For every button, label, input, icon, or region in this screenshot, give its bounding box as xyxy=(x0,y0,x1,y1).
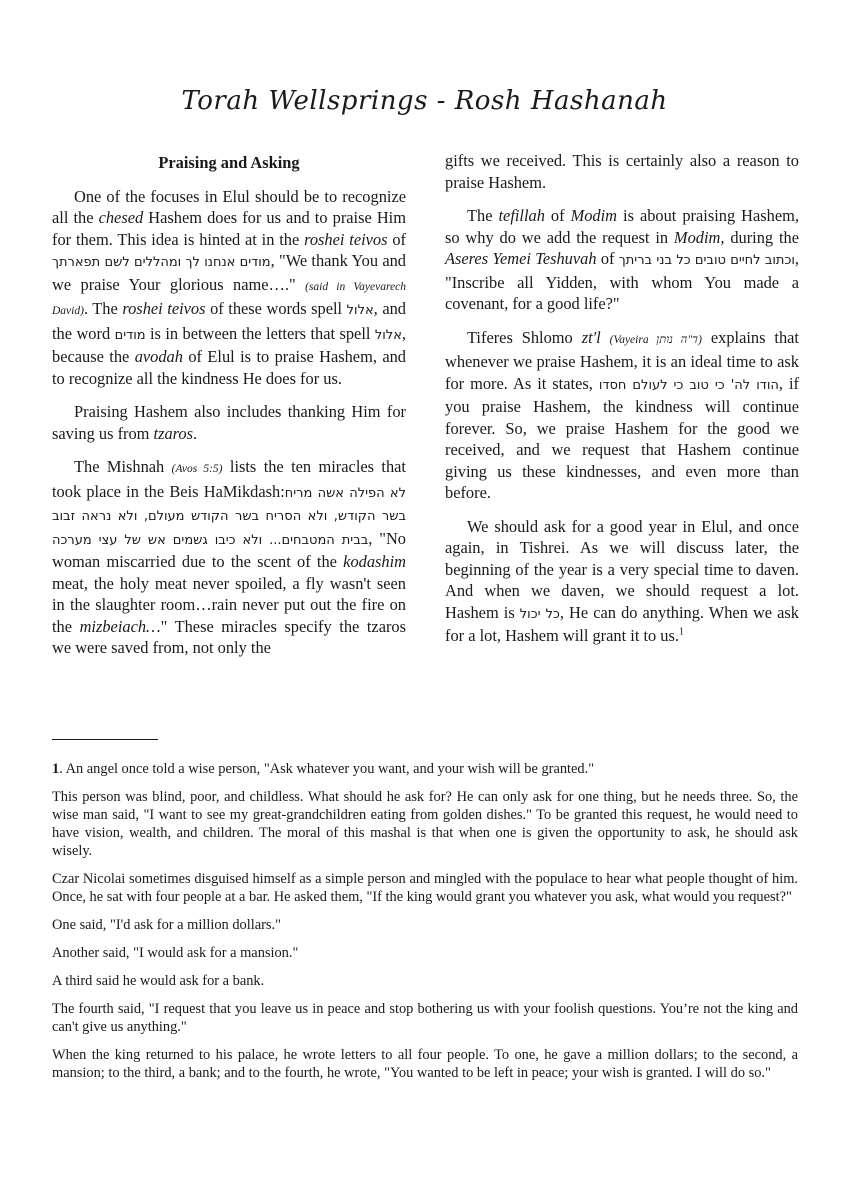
text: Praising Hashem also includes thanking Him for saving us from xyxy=(52,402,406,443)
text: The xyxy=(467,206,499,225)
text: , because the xyxy=(52,323,406,366)
section-heading: Praising and Asking xyxy=(158,153,300,172)
footnote-divider xyxy=(52,739,158,740)
paragraph xyxy=(52,186,406,390)
paragraph xyxy=(52,456,406,659)
text: tzaros xyxy=(153,423,194,443)
text: chesed xyxy=(98,208,144,227)
hebrew-text: מודים אנחנו לך ומהללים לשם תפארתך xyxy=(52,255,271,270)
text: Modim xyxy=(570,206,618,225)
footnote-marker[interactable]: 1 xyxy=(678,626,684,638)
paragraph xyxy=(445,205,799,315)
hebrew-text: לא הפילה אשה מריח בשר הקודש, ולא הסריח בשר הקודש מעולם, ולא נראה זבוב בבית המטבחים... ולא כיבו גשמים אש של עצי מערכה xyxy=(52,485,406,548)
text: Modim xyxy=(673,227,721,247)
source-citation: (Avos 5:5) xyxy=(171,463,223,475)
text: of xyxy=(387,229,406,249)
text: roshei teivos xyxy=(122,299,206,318)
text: lists the ten miracles that took place in the Beis HaMikdash: xyxy=(52,457,406,501)
text: The Mishnah xyxy=(74,457,172,476)
footnote-paragraph: Czar Nicolai sometimes disguised himself as a simple person and mingled with the populace to hear what people thought of him. Once, he sat with four people at a bar. He asked them, "If the king would grant you whatever you ask, what would you request?" xyxy=(52,871,798,905)
text: explains that whenever we praise Hashem, it is an ideal time to ask for more. As it states, xyxy=(445,327,799,393)
text: is about praising Hashem, so why do we add the request in xyxy=(445,206,799,247)
footnote-item xyxy=(52,760,798,778)
source-citation: (said in Vayevarech David) xyxy=(52,280,407,317)
text: meat, the holy meat never spoiled, a fly wasn't seen in the slaughter room…rain never put out the fire on the xyxy=(52,573,406,636)
footnotes xyxy=(52,760,798,1092)
paragraph xyxy=(445,327,799,504)
text: of these words spell xyxy=(205,299,347,318)
text: Hashem does for us and to praise Him for them. This idea is hinted at in the xyxy=(52,208,406,249)
footnote-paragraph: This person was blind, poor, and childless. What should he ask for? He can only ask for one thing, but he needs three. So, the wise man said, "I want to see my great-grandchildren eating from golden dishes." To be granted this request, he would need to have vision, wealth, and children. The moral of this mashal is that when one is given the opportunity to ask, he should ask wisely. xyxy=(52,789,798,859)
text: , He can do anything. When we ask for a lot, Hashem will grant it to us. xyxy=(445,602,800,645)
footnote-paragraph: A third said he would ask for a bank. xyxy=(52,973,265,989)
text: of xyxy=(544,206,571,225)
text: mizbeiach… xyxy=(79,616,161,636)
text: , "No woman miscarried due to the scent of the xyxy=(52,528,406,571)
hebrew-text: כל יכול xyxy=(519,606,560,622)
text: One of the focuses in Elul should be to recognize all the xyxy=(52,186,406,227)
text: . xyxy=(193,423,198,443)
text: Aseres Yemei Teshuvah xyxy=(445,249,597,268)
footnote-paragraph: When the king returned to his palace, he wrote letters to all four people. To one, he gave a million dollars; to the second, a mansion; to the third, a bank; and to the fourth, he wrote, "You wanted to be left in peace; your wish is granted. I will do so." xyxy=(52,1047,798,1081)
source-citation: (Vayeira ד"ה נותן) xyxy=(609,333,702,346)
paragraph xyxy=(52,401,406,444)
hebrew-text: וכתוב לחיים טובים כל בני בריתך xyxy=(618,253,795,268)
footnote-number: 1 xyxy=(52,761,60,777)
footnote-paragraph: One said, "I'd ask for a million dollars." xyxy=(52,917,281,933)
text: , "Inscribe all Yidden, with whom You made a covenant, for a good life?" xyxy=(445,249,800,313)
hebrew-text: אלול xyxy=(374,327,402,343)
text: of Elul is to praise Hashem, and to recognize all the kindness He does for us. xyxy=(52,347,406,388)
text: We should ask for a good year in Elul, and once again, in Tishrei. As we will discuss later, the beginning of the year is a very special time to daven. And when we daven, we should request a lot. Hashem is xyxy=(445,516,799,622)
text: roshei teivos xyxy=(304,229,388,249)
text: avodah xyxy=(134,347,183,366)
text: . The xyxy=(83,299,123,318)
footnote-paragraph: The fourth said, "I request that you leave us in peace and stop bothering us with your foolish questions. You’re not the king and can't give us anything." xyxy=(52,1001,798,1035)
hebrew-text: הודו לה' כי טוב כי לעולם חסדו xyxy=(598,377,779,393)
hebrew-text: אלול xyxy=(346,303,374,318)
text: , "We thank You and we praise Your glorious name…." xyxy=(52,251,406,294)
page-title: Torah Wellsprings - Rosh Hashanah xyxy=(181,86,668,116)
left-column xyxy=(52,150,406,671)
text: tefillah xyxy=(498,206,545,225)
hebrew-text: מודים xyxy=(114,327,146,343)
paragraph xyxy=(445,516,799,647)
right-column xyxy=(445,150,799,659)
text: zt'l xyxy=(581,327,601,347)
text: " These miracles specify the tzaros we were saved from, not only the xyxy=(52,616,406,657)
text: , and the word xyxy=(52,299,406,343)
paragraph: gifts we received. This is certainly also a reason to praise Hashem. xyxy=(445,151,799,192)
text: of xyxy=(596,249,619,268)
text: , during the xyxy=(720,227,799,247)
text: is in between the letters that spell xyxy=(145,323,375,343)
text xyxy=(601,328,610,347)
text: , if you praise Hashem, the kindness will continue forever. So, we praise Hashem for the good we received, and we request that Hashem continue giving us these kindnesses, and even more than before. xyxy=(445,373,799,502)
text: . An angel once told a wise person, "Ask whatever you want, and your wish will be granted." xyxy=(59,761,595,777)
footnote-paragraph: Another said, "I would ask for a mansion." xyxy=(52,945,299,961)
text: kodashim xyxy=(343,552,406,571)
text: Tiferes Shlomo xyxy=(467,327,582,347)
